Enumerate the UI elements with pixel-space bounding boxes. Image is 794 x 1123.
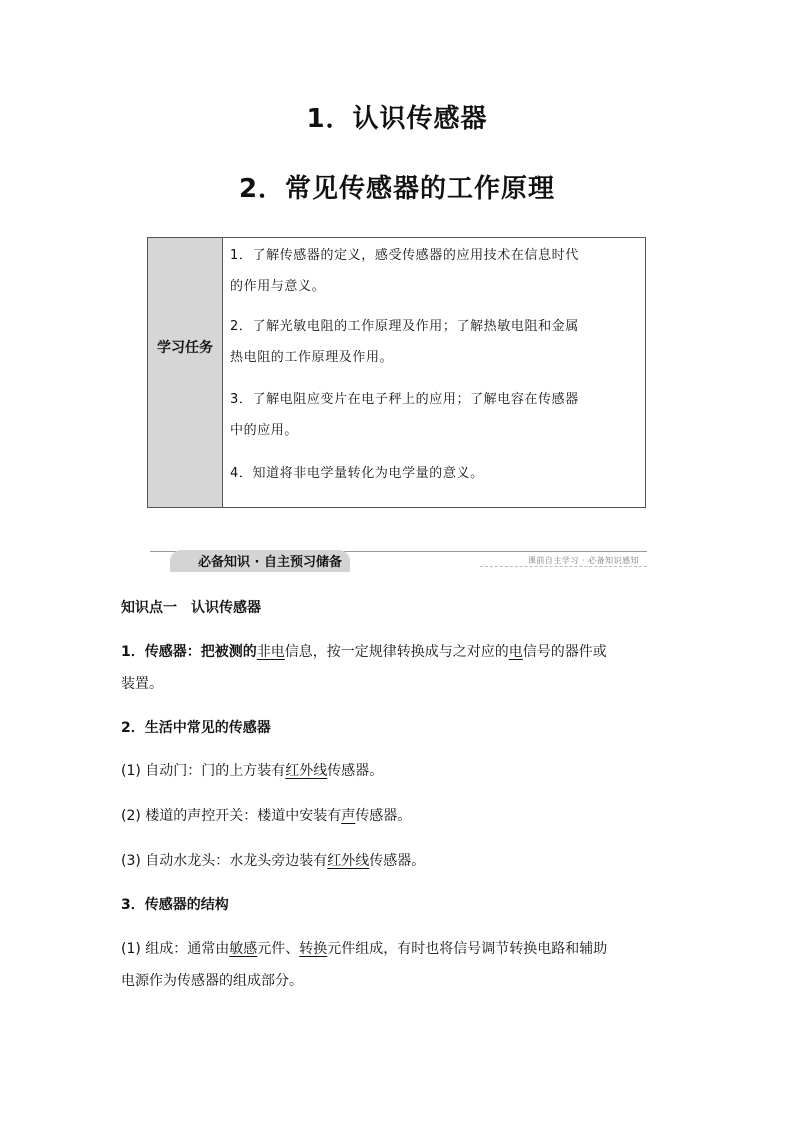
p7-blank-2: 转换 [299,941,328,957]
p5-text-a: (3) 自动水龙头：水龙头旁边装有 [121,853,328,869]
p1-blank-2: 电 [508,644,523,660]
p3-text-a: (1) 自动门：门的上方装有 [121,763,286,779]
p5-blank: 红外线 [327,853,370,869]
banner-subline [480,566,647,567]
p1-text-a: 1．传感器：把被测的 [121,644,257,660]
p7-text-b: 元件、 [257,941,300,957]
paragraph-2: 2．生活中常见的传感器 [121,720,271,736]
banner-title: 必备知识 · 自主预习储备 [198,555,342,570]
task-item-2-line-1: 2．了解光敏电阻的工作原理及作用；了解热敏电阻和金属 [230,319,579,334]
paragraph-5 [121,850,425,872]
task-label-cell [148,238,223,507]
p3-text-b: 传感器。 [327,763,384,779]
task-item-1-line-1: 1．了解传感器的定义，感受传感器的应用技术在信息时代 [230,248,579,263]
section-banner [150,546,647,574]
p5-text-b: 传感器。 [369,853,426,869]
task-item-3-line-1: 3．了解电阻应变片在电子秤上的应用；了解电容在传感器 [230,392,579,407]
paragraph-6: 3．传感器的结构 [121,897,229,913]
paragraph-7-line-1 [121,938,607,960]
p3-blank: 红外线 [285,763,328,779]
p1-text-b: 信息，按一定规律转换成与之对应的 [284,644,509,660]
paragraph-1-line-1 [121,641,607,663]
title-line-2: 2．常见传感器的工作原理 [238,174,556,204]
p4-blank: 声 [341,808,356,824]
title-line-1: 1．认识传感器 [306,104,488,134]
p7-blank-1: 敏感 [229,941,258,957]
p4-text-b: 传感器。 [355,808,412,824]
task-item-2-line-2: 热电阻的工作原理及作用。 [230,350,394,365]
p1-text-c: 信号的器件或 [522,644,607,660]
paragraph-3 [121,760,383,782]
banner-subtitle: 课前自主学习 · 必备知识感知 [527,556,639,565]
task-label: 学习任务 [157,340,213,356]
p1-blank-1: 非电 [256,644,285,660]
paragraph-7-line-2: 电源作为传感器的组成部分。 [121,973,303,989]
learning-task-table [147,237,646,508]
knowledge-heading: 知识点一 认识传感器 [121,600,261,616]
paragraph-4 [121,805,411,827]
p4-text-a: (2) 楼道的声控开关：楼道中安装有 [121,808,342,824]
task-item-1-line-2: 的作用与意义。 [230,279,326,294]
task-item-3-line-2: 中的应用。 [230,423,299,438]
p7-text-c: 元件组成，有时也将信号调节转换电路和辅助 [327,941,608,957]
paragraph-1-line-2: 装置。 [121,676,163,692]
p7-text-a: (1) 组成：通常由 [121,941,230,957]
task-item-4: 4．知道将非电学量转化为电学量的意义。 [230,466,484,481]
